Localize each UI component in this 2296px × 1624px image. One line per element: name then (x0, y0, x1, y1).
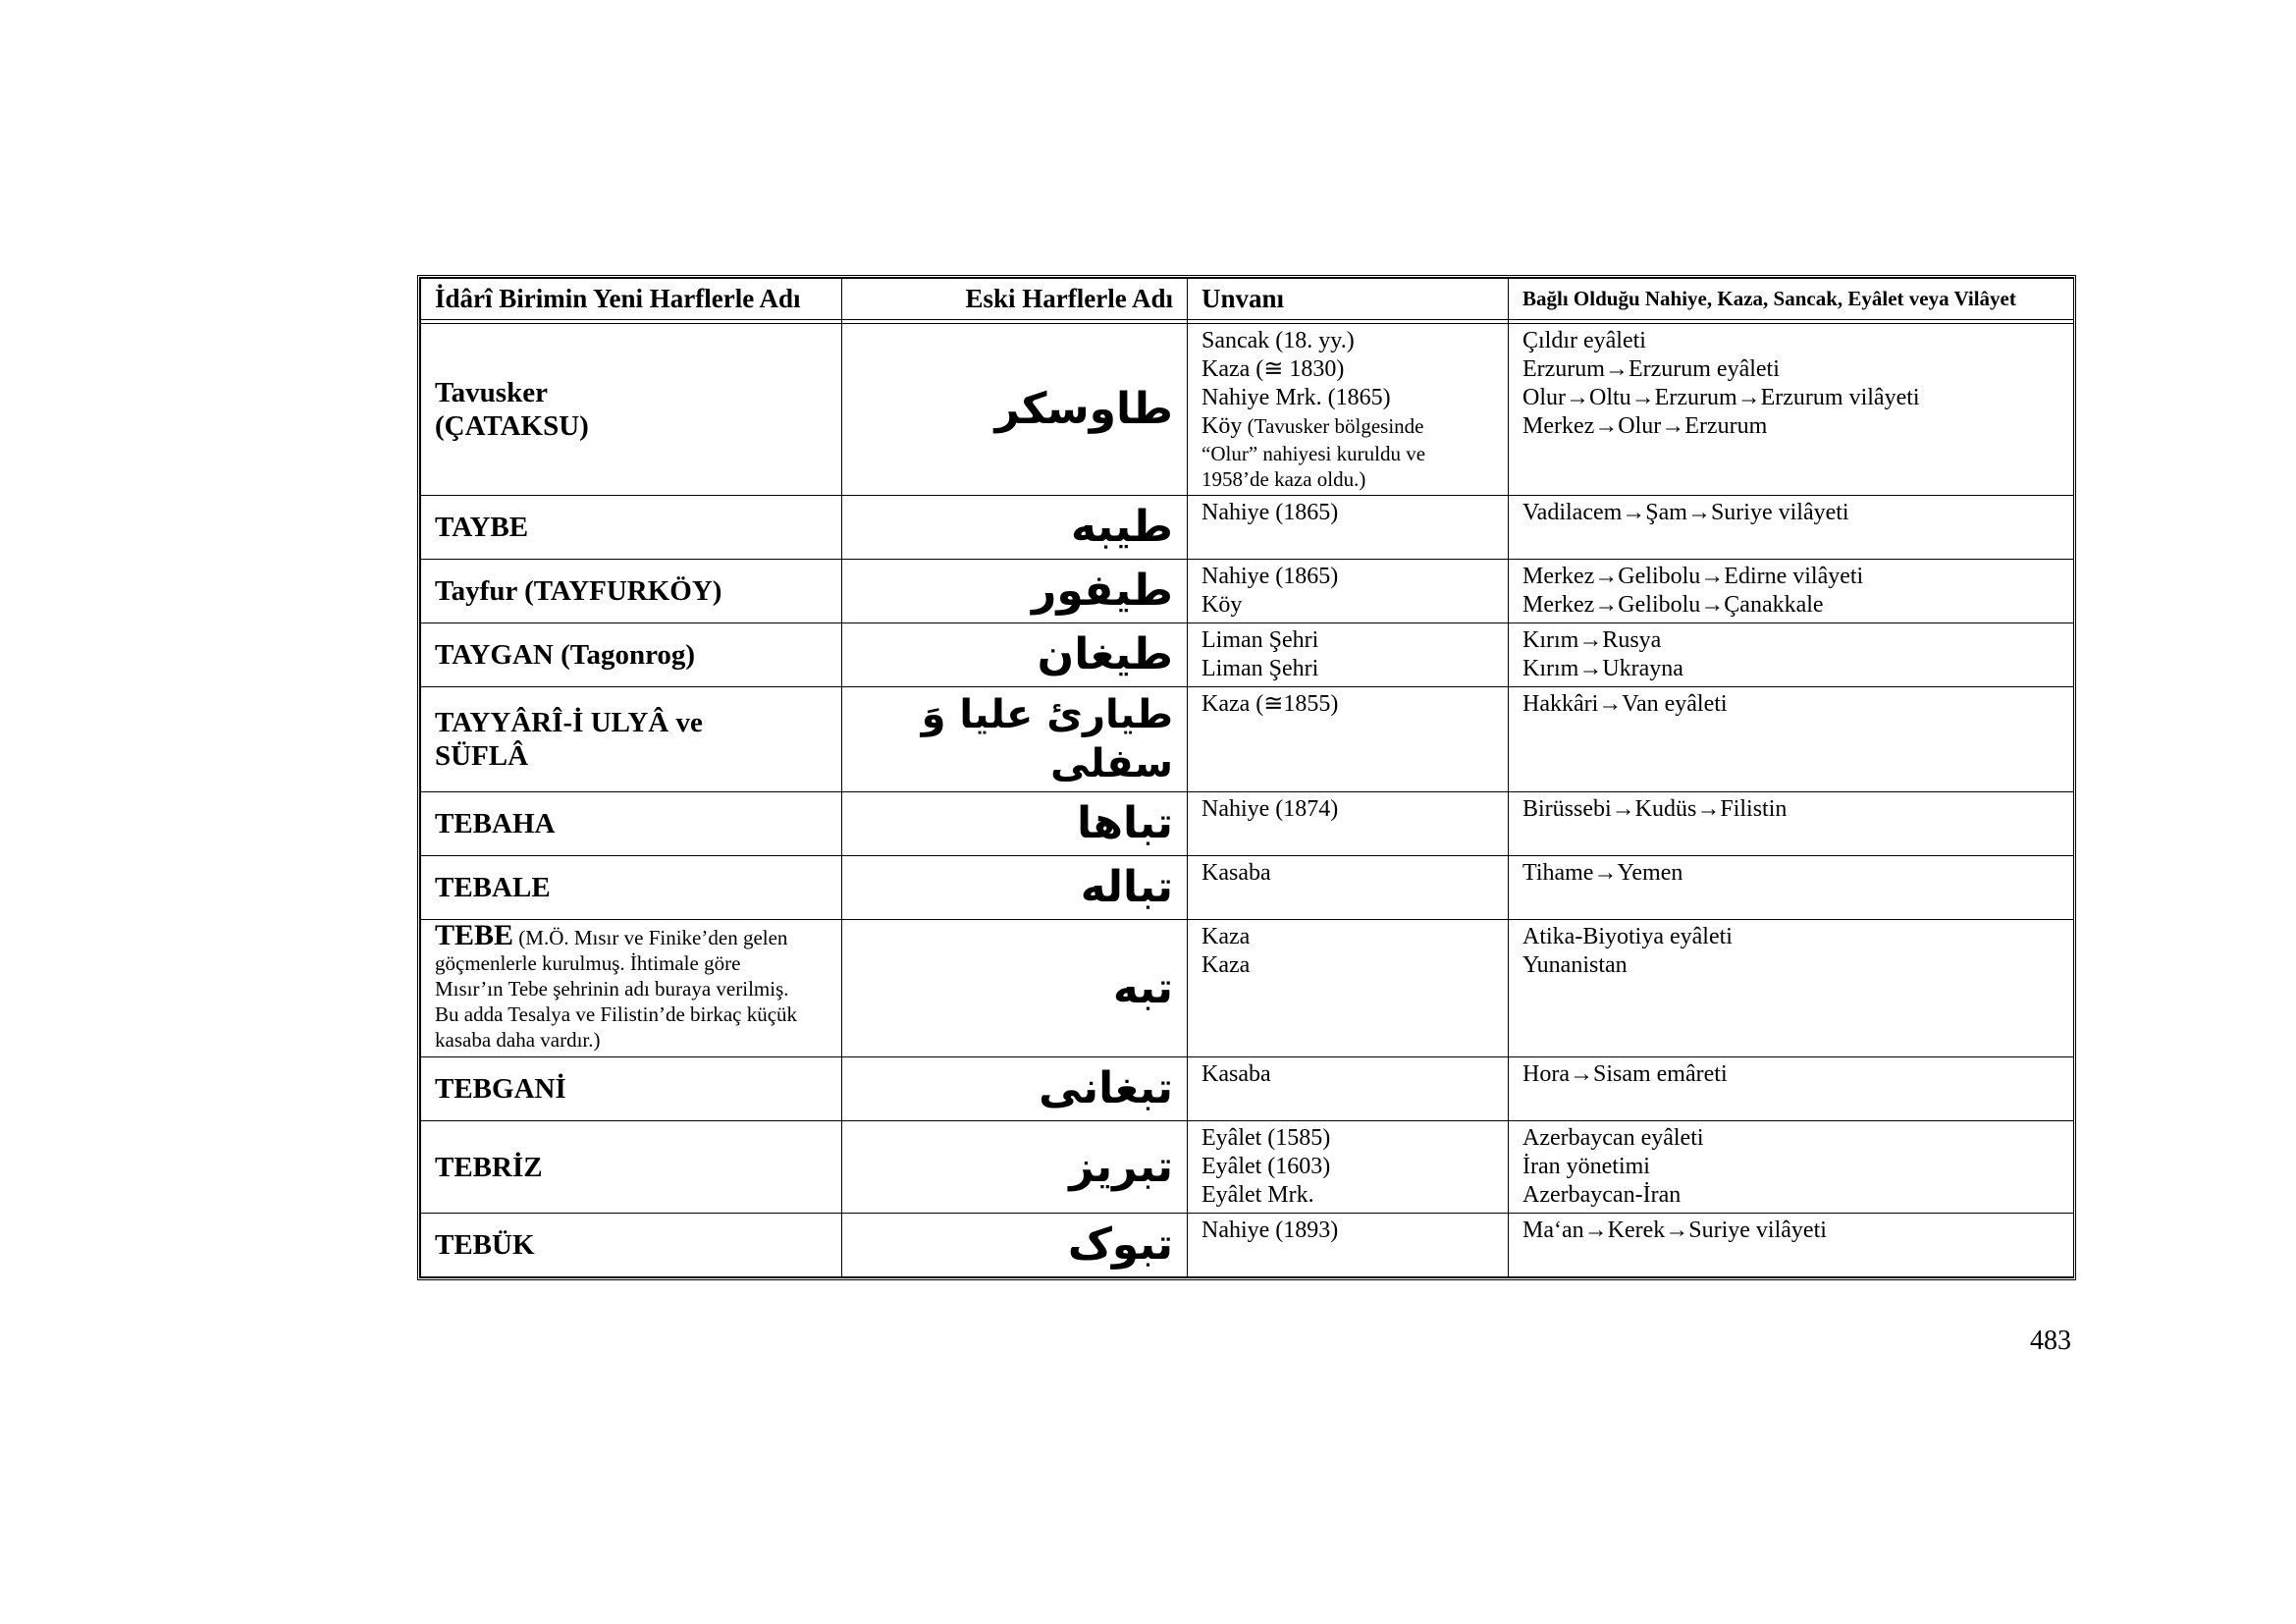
unit-location: Azerbaycan eyâleti İran yönetimi Azerbaycan-İran (1509, 1121, 2074, 1214)
unit-location: Çıldır eyâleti Erzurum→Erzurum eyâleti Olur→Oltu→Erzurum→Erzurum vilâyeti Merkez→Olur→Erzurum (1509, 324, 2074, 496)
old-script-name: تبغانى (842, 1057, 1188, 1121)
table-row (421, 623, 2074, 687)
table-row (421, 1057, 2074, 1121)
old-script-name: تباها (842, 792, 1188, 856)
unit-status: Kaza Kaza (1188, 920, 1509, 1057)
old-script-name: طاوسكر (842, 324, 1188, 496)
header-location: Bağlı Olduğu Nahiye, Kaza, Sancak, Eyâlet veya Vilâyet (1509, 279, 2074, 320)
unit-location: Merkez→Gelibolu→Edirne vilâyeti Merkez→Gelibolu→Çanakkale (1509, 560, 2074, 623)
old-script-name: تبريز (842, 1121, 1188, 1214)
unit-name: TEBE (M.Ö. Mısır ve Finike’den gelen göçmenlerle kurulmuş. İhtimale göre Mısır’ın Tebe şehrinin adı buraya verilmiş. Bu adda Tesalya ve Filistin’de birkaç küçük kasaba daha vardır.) (421, 920, 842, 1057)
unit-name: TAYYÂRÎ-İ ULYÂ ve SÜFLÂ (421, 687, 842, 792)
unit-status: Liman Şehri Liman Şehri (1188, 623, 1509, 687)
unit-name: Tavusker (ÇATAKSU) (421, 324, 842, 496)
table-row (421, 324, 2074, 496)
unit-location: Hakkâri→Van eyâleti (1509, 687, 2074, 792)
table-row (421, 1121, 2074, 1214)
unit-status: Nahiye (1865) (1188, 496, 1509, 560)
unit-status: Nahiye (1874) (1188, 792, 1509, 856)
unit-status: Eyâlet (1585) Eyâlet (1603) Eyâlet Mrk. (1188, 1121, 1509, 1214)
unit-name: TEBGANİ (421, 1057, 842, 1121)
unit-status: Kasaba (1188, 1057, 1509, 1121)
old-script-name: طيارئ عليا وَ سفلى (842, 687, 1188, 792)
unit-status: Sancak (18. yy.) Kaza (≅ 1830) Nahiye Mrk. (1865) Köy (Tavusker bölgesinde “Olur” nahiyesi kuruldu ve 1958’de kaza oldu.) (1188, 324, 1509, 496)
table-header-row (421, 279, 2074, 320)
old-script-name: تباله (842, 856, 1188, 920)
unit-name: TEBÜK (421, 1214, 842, 1277)
table-row (421, 792, 2074, 856)
old-script-name: تبه (842, 920, 1188, 1057)
table-row (421, 687, 2074, 792)
unit-name: TAYGAN (Tagonrog) (421, 623, 842, 687)
old-script-name: طيبه (842, 496, 1188, 560)
unit-name: TEBAHA (421, 792, 842, 856)
unit-status: Nahiye (1865) Köy (1188, 560, 1509, 623)
gazetteer-table (420, 278, 2074, 1277)
table-row (421, 496, 2074, 560)
table-row (421, 1214, 2074, 1277)
table-row (421, 560, 2074, 623)
unit-name: TEBRİZ (421, 1121, 842, 1214)
unit-location: Kırım→Rusya Kırım→Ukrayna (1509, 623, 2074, 687)
unit-status: Kaza (≅1855) (1188, 687, 1509, 792)
unit-location: Hora→Sisam emâreti (1509, 1057, 2074, 1121)
unit-name: TAYBE (421, 496, 842, 560)
unit-status: Nahiye (1893) (1188, 1214, 1509, 1277)
unit-status: Kasaba (1188, 856, 1509, 920)
gazetteer-table-frame (417, 275, 2076, 1280)
unit-location: Ma‘an→Kerek→Suriye vilâyeti (1509, 1214, 2074, 1277)
unit-location: Vadilacem→Şam→Suriye vilâyeti (1509, 496, 2074, 560)
unit-location: Tihame→Yemen (1509, 856, 2074, 920)
unit-name: Tayfur (TAYFURKÖY) (421, 560, 842, 623)
header-name: İdârî Birimin Yeni Harflerle Adı (421, 279, 842, 320)
unit-location: Birüssebi→Kudüs→Filistin (1509, 792, 2074, 856)
table-row (421, 920, 2074, 1057)
header-status: Unvanı (1188, 279, 1509, 320)
unit-name: TEBALE (421, 856, 842, 920)
table-row (421, 856, 2074, 920)
unit-location: Atika-Biyotiya eyâleti Yunanistan (1509, 920, 2074, 1057)
old-script-name: طيغان (842, 623, 1188, 687)
page-number: 483 (2030, 1326, 2071, 1356)
old-script-name: تبوک (842, 1214, 1188, 1277)
old-script-name: طيفور (842, 560, 1188, 623)
header-old-script: Eski Harflerle Adı (842, 279, 1188, 320)
